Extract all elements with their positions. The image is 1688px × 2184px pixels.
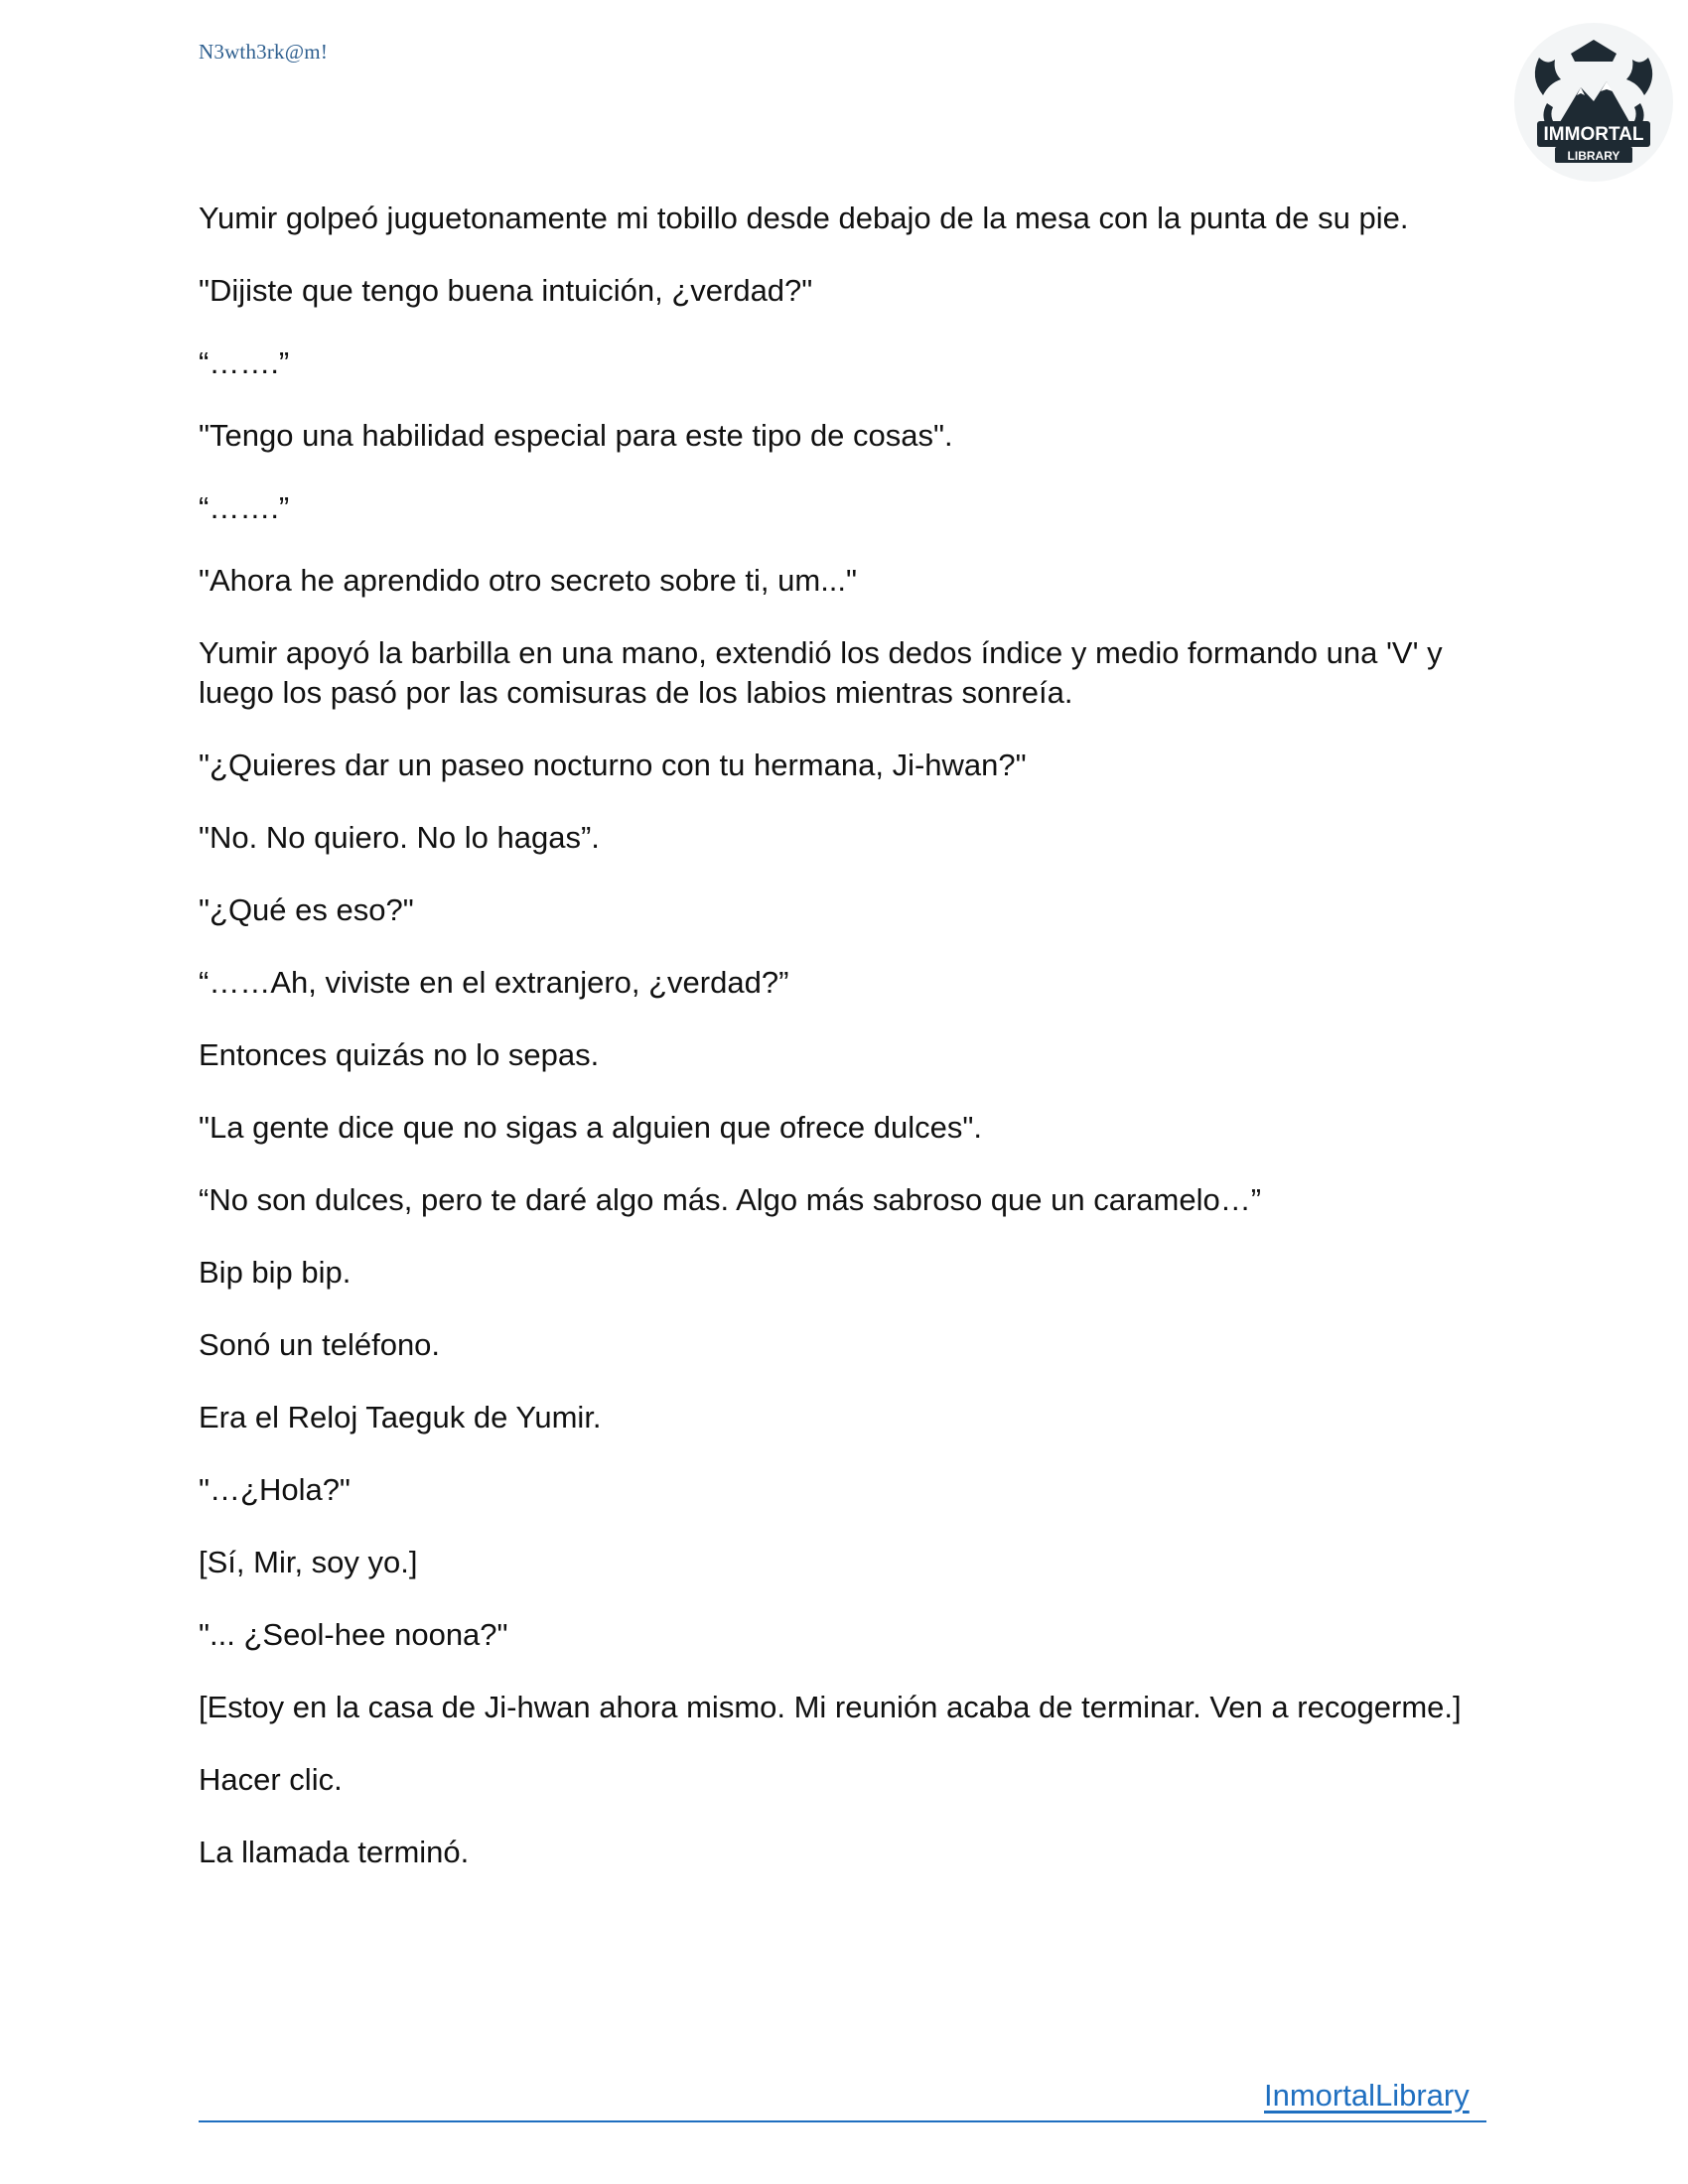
paragraph: "... ¿Seol-hee noona?" <box>199 1617 508 1652</box>
paragraph: Hacer clic. <box>199 1762 343 1797</box>
logo-emblem-icon <box>1509 18 1678 187</box>
paragraph: “…….” <box>199 345 290 380</box>
paragraph: "¿Quieres dar un paseo nocturno con tu hermana, Ji-hwan?" <box>199 748 1027 782</box>
paragraph: “……Ah, viviste en el extranjero, ¿verdad?” <box>199 965 789 1000</box>
paragraph: "Ahora he aprendido otro secreto sobre ti, um..." <box>199 563 858 598</box>
footer-link[interactable]: InmortalLibrary <box>1264 2078 1470 2113</box>
paragraph: "No. No quiero. No lo hagas”. <box>199 820 600 855</box>
paragraph: [Estoy en la casa de Ji-hwan ahora mismo. Mi reunión acaba de terminar. Ven a recogerme.] <box>199 1690 1462 1724</box>
paragraph: “No son dulces, pero te daré algo más. Algo más sabroso que un caramelo…” <box>199 1182 1262 1217</box>
paragraph: Yumir apoyó la barbilla en una mano, extendió los dedos índice y medio formando una 'V' y luego los pasó por las comisuras de los labios mientras sonreía. <box>199 635 1443 710</box>
logo-line1-text: IMMORTAL <box>1543 124 1644 145</box>
paragraph: Yumir golpeó juguetonamente mi tobillo desde debajo de la mesa con la punta de su pie. <box>199 201 1409 235</box>
paragraph: La llamada terminó. <box>199 1835 470 1869</box>
paragraph: "…¿Hola?" <box>199 1472 351 1507</box>
paragraph: "Dijiste que tengo buena intuición, ¿verdad?" <box>199 273 813 308</box>
paragraph: [Sí, Mir, soy yo.] <box>199 1545 418 1579</box>
paragraph: Era el Reloj Taeguk de Yumir. <box>199 1400 602 1434</box>
logo-line2-text: LIBRARY <box>1567 149 1620 163</box>
immortal-library-logo <box>1509 18 1678 187</box>
paragraph: Bip bip bip. <box>199 1255 352 1290</box>
paragraph: "¿Qué es eso?" <box>199 892 414 927</box>
header-watermark: N3wth3rk@m! <box>199 40 329 64</box>
paragraph: Entonces quizás no lo sepas. <box>199 1037 600 1072</box>
document-body <box>199 199 1489 1985</box>
paragraph: "La gente dice que no sigas a alguien que ofrece dulces". <box>199 1110 982 1145</box>
paragraph: Sonó un teléfono. <box>199 1327 441 1362</box>
paragraph: "Tengo una habilidad especial para este tipo de cosas". <box>199 418 953 453</box>
paragraph: “…….” <box>199 490 290 525</box>
footer-divider <box>199 2120 1486 2122</box>
